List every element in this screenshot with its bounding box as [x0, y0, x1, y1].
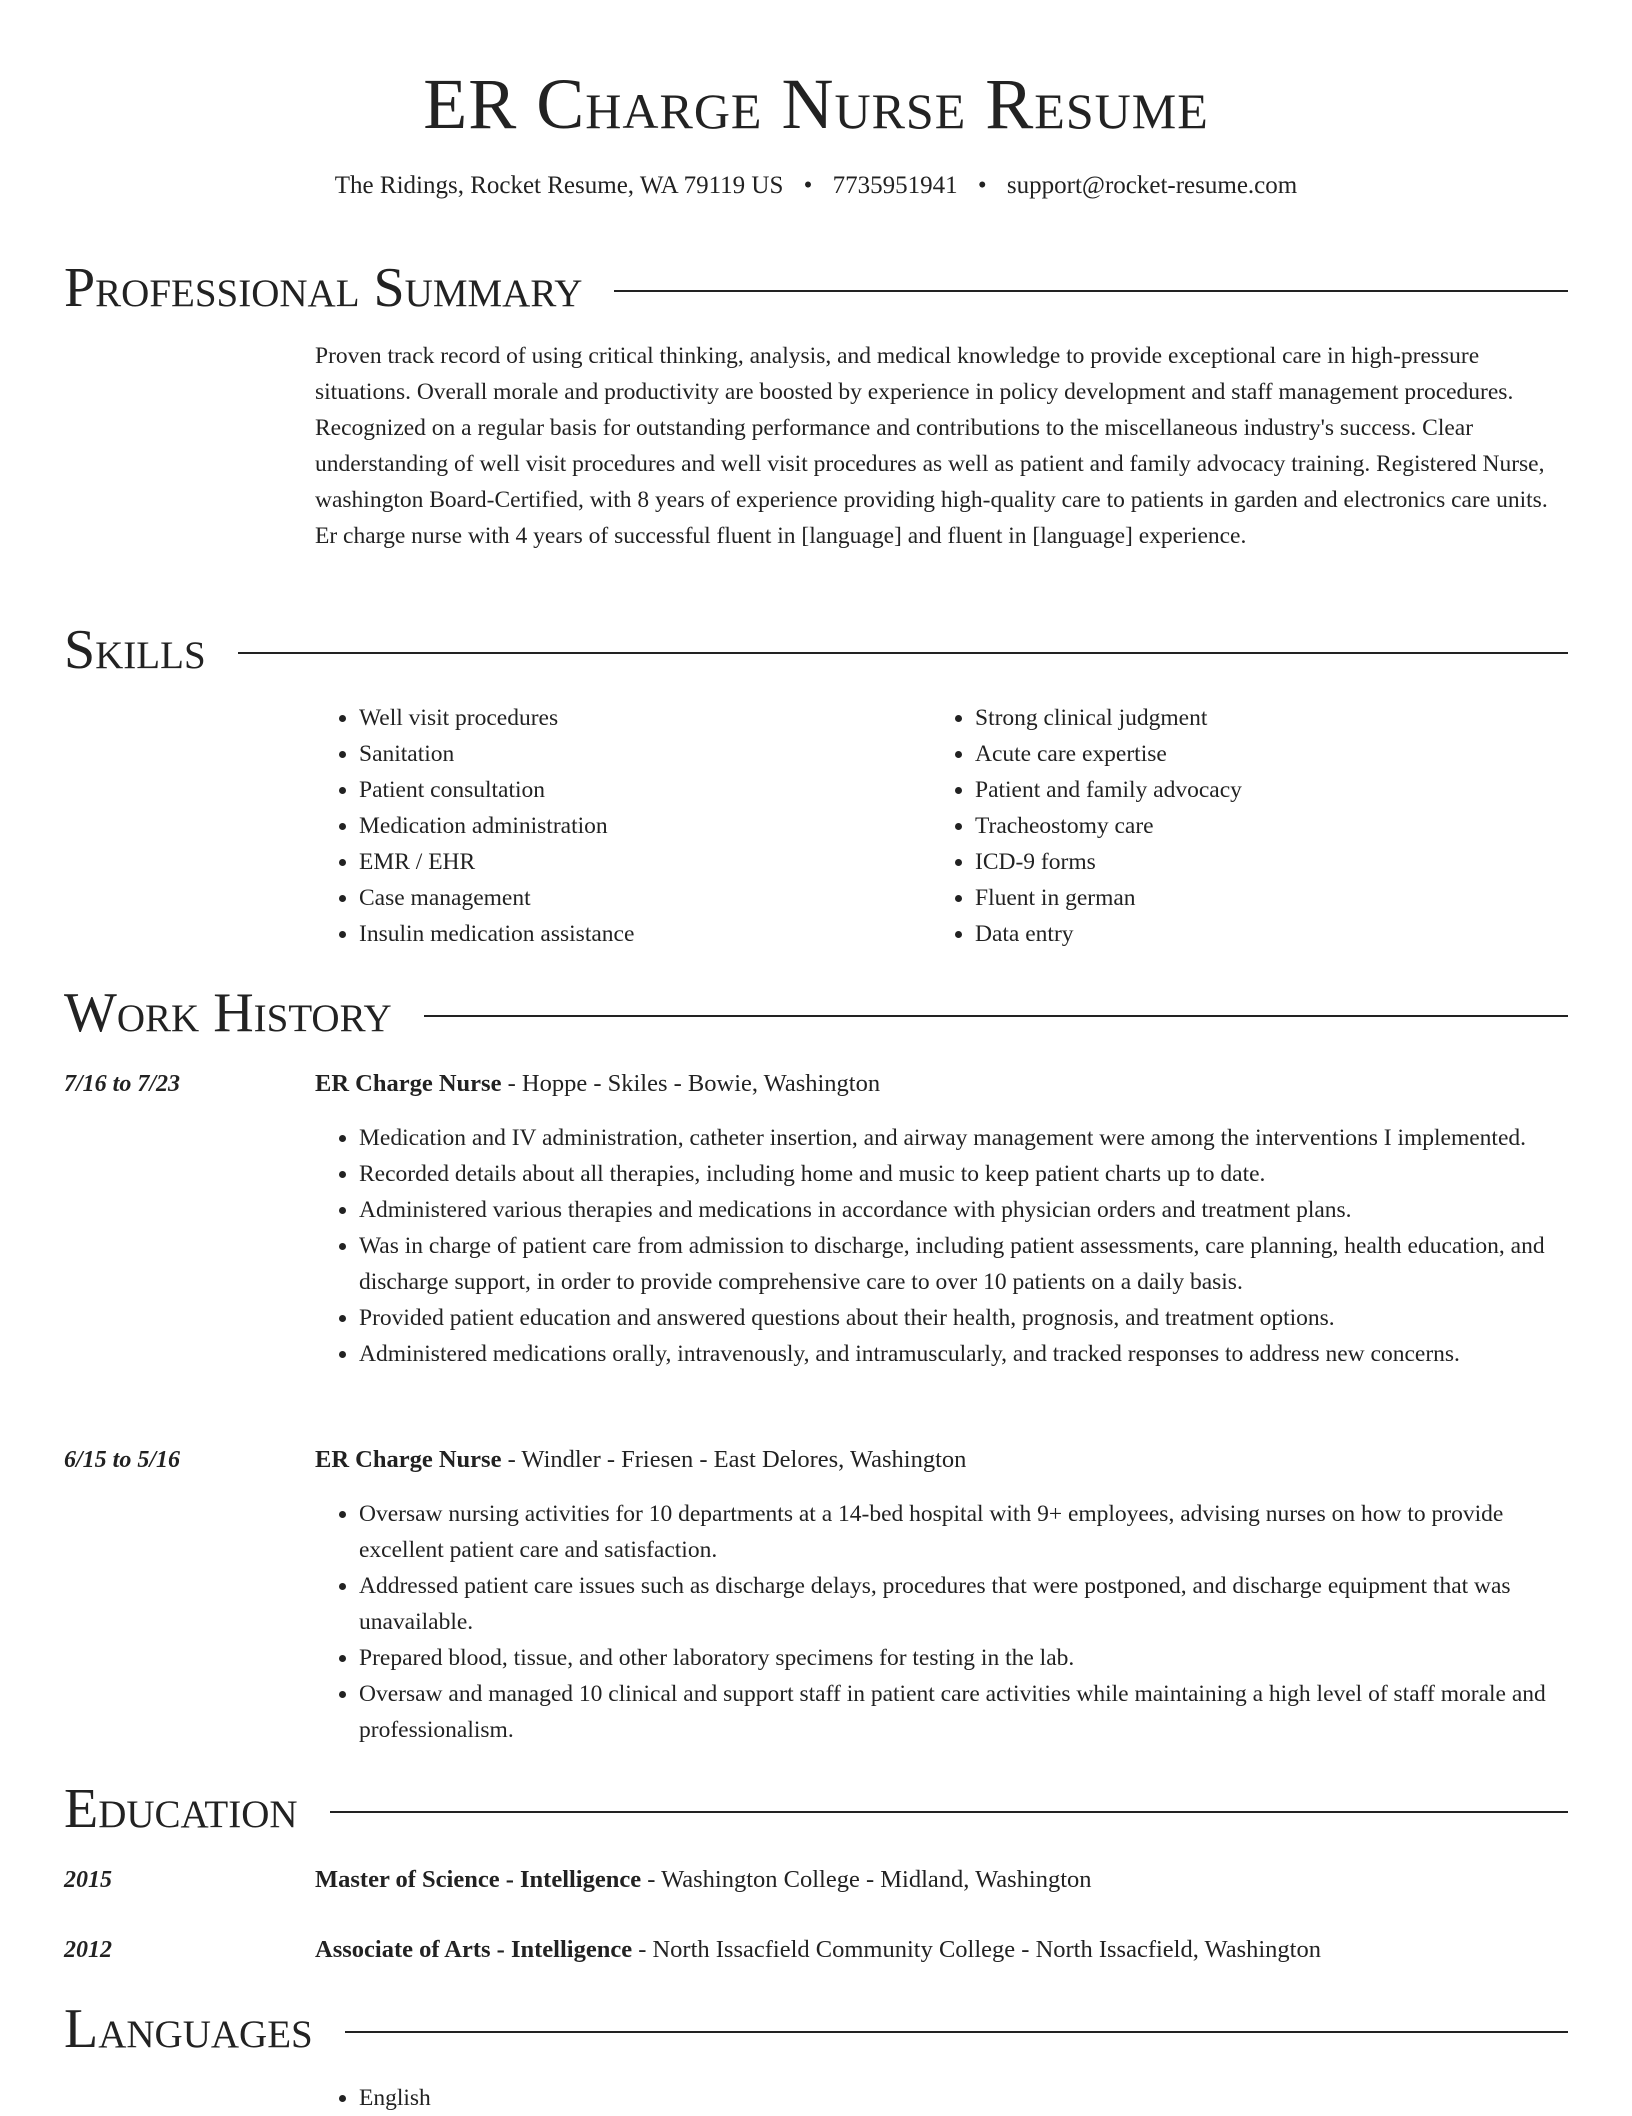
- job-bullets: [315, 1120, 1568, 1372]
- summary-text: Proven track record of using critical thinking, analysis, and medical knowledge to provide exceptional care in high-pressure situations. Overall morale and productivity are boosted by experience in policy development and staff management procedures. Recognized on a regular basis for outstanding performance and contributions to the miscellaneous industry's success. Clear understanding of well visit procedures and well visit procedures as well as patient and family advocacy training. Registered Nurse, washington Board-Certified, with 8 years of experience providing high-quality care to patients in garden and electronics care units. Er charge nurse with 4 years of successful fluent in [language] and fluent in [language] experience.: [315, 343, 1548, 549]
- education-entry: [315, 1932, 1568, 1968]
- section-header-education: [64, 1779, 1568, 1839]
- job-entry: [315, 1066, 1568, 1372]
- job-heading: [315, 1442, 1568, 1478]
- language-item: • English: [359, 2080, 1568, 2116]
- section-title-skills: Skills: [64, 619, 206, 681]
- contact-separator: •: [803, 172, 813, 199]
- skill-item: • Strong clinical judgment: [975, 700, 1547, 736]
- section-title-work: Work History: [64, 982, 392, 1044]
- section-header-work: [64, 983, 1568, 1043]
- contact-phone: 7735951941: [832, 172, 958, 199]
- languages-block: [315, 2080, 1568, 2116]
- resume-title: ER Charge Nurse Resume: [423, 64, 1209, 144]
- languages-list: [315, 2080, 1568, 2116]
- summary-block: [315, 338, 1568, 554]
- job-bullet: • Administered medications orally, intravenously, and intramuscularly, and tracked responses to address new concerns.: [359, 1336, 1568, 1372]
- job-heading: [315, 1066, 1568, 1102]
- job-bullet: • Oversaw and managed 10 clinical and support staff in patient care activities while maintaining a high level of staff morale and professionalism.: [359, 1676, 1568, 1748]
- skill-item: • Case management: [359, 880, 931, 916]
- section-divider: [424, 1015, 1568, 1017]
- skill-item: • EMR / EHR: [359, 844, 931, 880]
- section-header-skills: [64, 620, 1568, 680]
- job-title: ER Charge Nurse: [315, 1446, 502, 1473]
- education-heading: [315, 1932, 1568, 1968]
- skill-item: • Tracheostomy care: [975, 808, 1547, 844]
- education-degree: Master of Science - Intelligence: [315, 1866, 642, 1893]
- education-details: - Washington College - Midland, Washington: [641, 1866, 1092, 1893]
- skill-item: • Patient and family advocacy: [975, 772, 1547, 808]
- job-bullet: • Oversaw nursing activities for 10 departments at a 14-bed hospital with 9+ employees, advising nurses on how to provide excellent patient care and satisfaction.: [359, 1496, 1568, 1568]
- contact-address: The Ridings, Rocket Resume, WA 79119 US: [334, 172, 784, 199]
- skills-list-left: [315, 700, 931, 952]
- contact-line: [64, 172, 1568, 200]
- job-dates: 6/15 to 5/16: [64, 1447, 181, 1473]
- job-bullet: • Was in charge of patient care from admission to discharge, including patient assessments, care planning, health education, and discharge support, in order to provide comprehensive care to over 10 patients on a daily basis.: [359, 1228, 1568, 1300]
- job-details: - Hoppe - Skiles - Bowie, Washington: [501, 1070, 881, 1097]
- skill-item: • Patient consultation: [359, 772, 931, 808]
- job-bullet: • Recorded details about all therapies, including home and music to keep patient charts up to date.: [359, 1156, 1568, 1192]
- section-divider: [238, 652, 1568, 654]
- education-heading: [315, 1862, 1568, 1898]
- skill-item: • Sanitation: [359, 736, 931, 772]
- skill-item: • Medication administration: [359, 808, 931, 844]
- skill-item: • Insulin medication assistance: [359, 916, 931, 952]
- skill-item: • Data entry: [975, 916, 1547, 952]
- section-title-education: Education: [64, 1778, 298, 1840]
- skill-item: • Well visit procedures: [359, 700, 931, 736]
- job-bullet: • Medication and IV administration, catheter insertion, and airway management were among the interventions I implemented.: [359, 1120, 1568, 1156]
- section-title-summary: Professional Summary: [64, 257, 583, 319]
- skill-item: • Fluent in german: [975, 880, 1547, 916]
- section-divider: [345, 2031, 1568, 2033]
- resume-page: [64, 0, 1568, 2111]
- section-header-languages: [64, 1999, 1568, 2059]
- section-divider: [614, 290, 1568, 292]
- education-entry: [315, 1862, 1568, 1898]
- skill-item: • Acute care expertise: [975, 736, 1547, 772]
- job-bullet: • Addressed patient care issues such as discharge delays, procedures that were postponed, and discharge equipment that was unavailable.: [359, 1568, 1568, 1640]
- job-entry: [315, 1442, 1568, 1748]
- section-divider: [330, 1811, 1568, 1813]
- education-year: 2015: [64, 1867, 112, 1893]
- skills-list-right: [931, 700, 1547, 952]
- job-details: - Windler - Friesen - East Delores, Washington: [501, 1446, 967, 1473]
- skill-item: • ICD-9 forms: [975, 844, 1547, 880]
- contact-email[interactable]: support@rocket-resume.com: [1006, 172, 1298, 199]
- job-bullet: • Prepared blood, tissue, and other laboratory specimens for testing in the lab.: [359, 1640, 1568, 1676]
- education-details: - North Issacfield Community College - North Issacfield, Washington: [632, 1936, 1321, 1963]
- job-bullet: • Administered various therapies and medications in accordance with physician orders and treatment plans.: [359, 1192, 1568, 1228]
- job-dates: 7/16 to 7/23: [64, 1071, 181, 1097]
- education-degree: Associate of Arts - Intelligence: [315, 1936, 633, 1963]
- section-header-summary: [64, 258, 1568, 318]
- job-bullet: • Provided patient education and answered questions about their health, prognosis, and treatment options.: [359, 1300, 1568, 1336]
- job-bullets: [315, 1496, 1568, 1748]
- job-title: ER Charge Nurse: [315, 1070, 502, 1097]
- section-title-languages: Languages: [64, 1998, 313, 2060]
- contact-separator: •: [977, 172, 987, 199]
- education-year: 2012: [64, 1937, 112, 1963]
- skills-block: [315, 700, 1568, 952]
